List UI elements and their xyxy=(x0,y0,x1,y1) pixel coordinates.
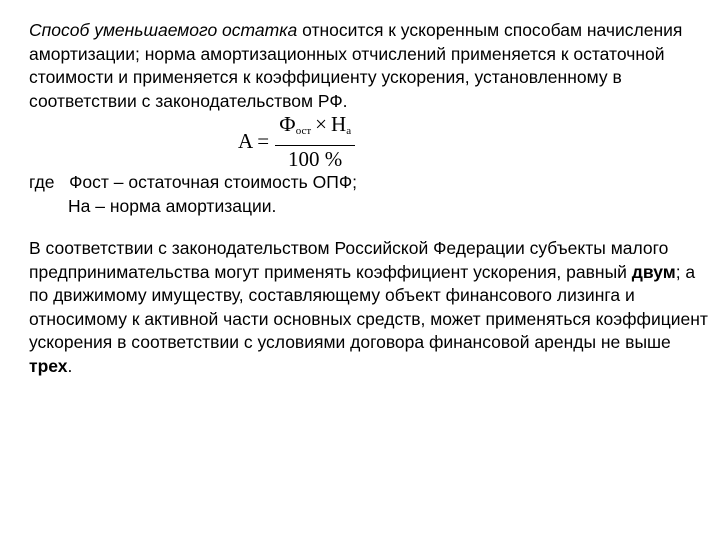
method-name: Способ уменьшаемого остатка xyxy=(29,20,298,40)
formula-fraction xyxy=(275,113,355,172)
legal-bold-three: трех xyxy=(29,355,68,376)
formula-numerator xyxy=(275,113,355,147)
intro-paragraph xyxy=(29,19,709,113)
formula-denominator: 100 % xyxy=(287,147,343,171)
legal-text-a: В соответствии с законодательством Российской Федерации субъекты малого предпринимательства могут применять коэффициент ускорения, равный xyxy=(29,238,669,282)
formula-lhs: A = xyxy=(238,129,270,154)
formula-h-sub: а xyxy=(346,124,352,137)
formula-definitions xyxy=(29,171,357,218)
formula-h: Н xyxy=(331,111,347,136)
legal-bold-two: двум xyxy=(631,261,676,282)
formula-f: Ф xyxy=(279,111,296,136)
legal-text-b: ; а по движимому имуществу, составляющему объект финансового лизинга и относимому к активной части основных средств, может применяться коэффициент ускорения в соответствии с условиями договора финансовой аренды не выше xyxy=(29,261,708,352)
legal-paragraph xyxy=(29,237,709,378)
definition-line-1: где Фост – остаточная стоимость ОПФ; xyxy=(29,172,357,192)
legal-text-c: . xyxy=(67,355,73,376)
definition-line-2: На – норма амортизации. xyxy=(68,195,277,216)
formula-f-sub: ост xyxy=(295,124,312,137)
intro-text: относится к ускоренным способам начисления амортизации; норма амортизационных отчислений применяется к остаточной стоимости и применяется к коэффициенту ускорения, установленному в соответствии с законодательством РФ. xyxy=(29,20,683,111)
depreciation-formula xyxy=(238,111,355,171)
formula-times: × xyxy=(315,111,328,136)
